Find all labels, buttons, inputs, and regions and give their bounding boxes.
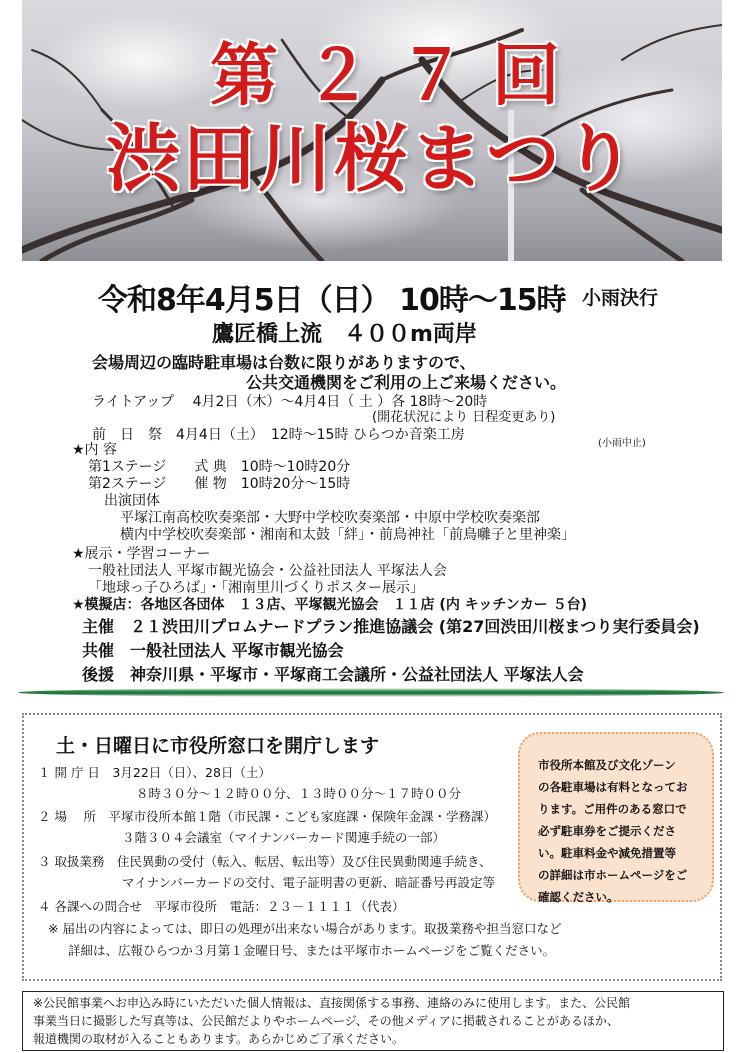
lightup-note: (開花状況により 日程変更あり)	[372, 410, 556, 425]
supporters: 後援 神奈川県・平塚市・平塚商工会議所・公益社団法人 平塚法人会	[82, 665, 584, 684]
performers-line2: 横内中学校吹奏楽部・湘南和太鼓「絆」・前鳥神社「前鳥囃子と里神楽」	[120, 527, 575, 543]
privacy-line2: 事業当日に撮影した写真等は、公民館だよりやホームページ、その他メディアに掲載されることがあるほか、	[33, 1014, 619, 1028]
parking-note-line: い。駐車料金や減免措置等	[538, 846, 676, 860]
stage1-schedule: 第1ステージ 式 典 10時～10時20分	[88, 459, 351, 475]
parking-note-line: の各駐車場は有料となってお	[538, 780, 688, 794]
performers-line1: 平塚江南高校吹奏楽部・大野中学校吹奏楽部・中原中学校吹奏楽部	[120, 510, 540, 526]
parking-note-line: 確認ください。	[538, 890, 619, 904]
eve-festival-note: (小雨中止)	[598, 438, 646, 449]
notice-open-hours: ８時３０分～１２時００分、１３時００分～１７時００分	[136, 786, 462, 801]
privacy-notice	[22, 991, 724, 1051]
eve-festival-schedule: 前 日 祭 4月4日（土） 12時～15時 ひらつか音楽工房	[92, 427, 465, 443]
parking-note-line: の詳細は市ホームページをご	[538, 868, 688, 882]
notice-services-sub: マイナンバーカードの交付、電子証明書の更新、暗証番号再設定等	[122, 875, 496, 890]
exhibit-line1: 一般社団法人 平塚市観光協会・公益社団法人 平塚法人会	[88, 563, 447, 579]
section-divider	[18, 688, 724, 697]
parking-note-line: 必ず駐車券をご提示くださ	[538, 824, 676, 838]
organizer: 主催 ２１渋田川プロムナードプラン推進協議会 (第27回渋田川桜まつり実行委員会)	[82, 617, 700, 636]
event-date-time: 令和8年4月5日（日） 10時～15時	[98, 283, 566, 318]
hero-banner	[22, 0, 722, 261]
event-venue: 鷹匠橋上流 ４００m両岸	[212, 322, 477, 347]
parking-notice-line2: 公共交通機関をご利用の上ご来場ください。	[246, 373, 567, 392]
event-info	[22, 261, 722, 684]
notice-open-days: １ 開 庁 日 3月22日（日）、28日（土）	[38, 765, 271, 780]
notice-caveat: ※ 届出の内容によっては、即日の処理が出来ない場合があります。取扱業務や担当窓口など	[48, 921, 562, 936]
privacy-line1: ※公民館事業へお申込み時にいただいた個人情報は、直接関係する事務、連絡のみに使用します。また、公民館	[33, 996, 631, 1010]
parking-note-line: ります。ご用件のある窓口で	[538, 802, 687, 816]
city-hall-notice	[22, 713, 722, 981]
parking-note-line: 市役所本館及び文化ゾーン	[538, 758, 676, 772]
parking-fee-note	[518, 732, 714, 902]
notice-title: 土・日曜日に市役所窓口を開庁します	[56, 735, 380, 757]
stage2-schedule: 第2ステージ 催 物 10時20分～15時	[88, 476, 351, 492]
exhibit-line2: 「地球っ子ひろば」・「湘南里川づくりポスター展示」	[88, 580, 424, 596]
contents-heading: ★内 容	[72, 442, 118, 458]
festival-edition-title: 第２７回	[209, 36, 586, 116]
parking-notice-line1: 会場周辺の臨時駐車場は台数に限りがありますので、	[92, 353, 476, 372]
notice-contact: ４ 各課への問合せ 平塚市役所 電話：２３－１１１１（代表）	[38, 899, 405, 914]
food-stalls: ★模擬店：各地区各団体 １３店、平塚観光協会 １１店 (内 キッチンカー ５台)	[72, 597, 587, 613]
festival-name-title: 渋田川桜まつり	[106, 116, 638, 202]
notice-services: ３ 取扱業務 住民異動の受付（転入、転居、転出等）及び住民異動関連手続き、	[38, 854, 492, 869]
lightup-schedule: ライトアップ 4月2日（木）～4月4日（ 土 ）各 18時～20時	[92, 394, 488, 410]
notice-location: ２ 場 所 平塚市役所本館１階（市民課・こども家庭課・保険年金課・学務課）	[38, 809, 496, 824]
performers-heading: 出演団体	[104, 493, 160, 509]
notice-caveat-sub: 詳細は、広報ひらつか３月第１金曜日号、または平塚市ホームページをご覧ください。	[68, 943, 556, 958]
rain-policy: 小雨決行	[582, 287, 659, 309]
co-organizer: 共催 一般社団法人 平塚市観光協会	[82, 641, 344, 660]
privacy-line3: 報道機関の取材が入ることもあります。あらかじめご了承ください。	[33, 1032, 405, 1046]
notice-location-sub: ３階３０４会議室（マイナンバーカード関連手続の一部）	[122, 830, 446, 845]
exhibit-heading: ★展示・学習コーナー	[72, 546, 211, 562]
